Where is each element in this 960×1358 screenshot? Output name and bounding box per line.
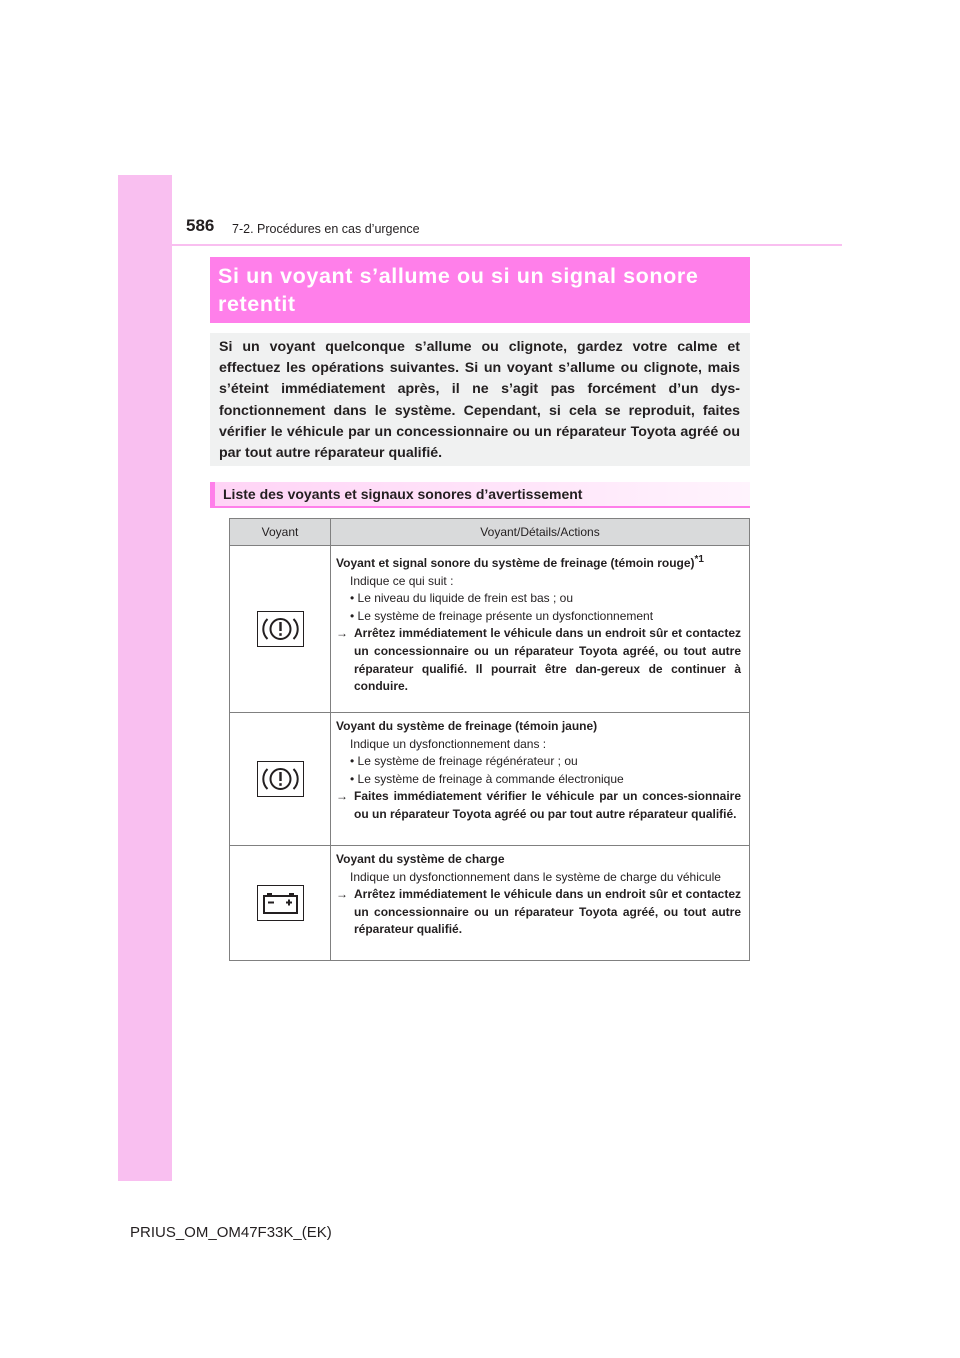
brake-warning-icon bbox=[257, 761, 304, 797]
warning-table bbox=[229, 518, 750, 961]
table-row bbox=[230, 713, 750, 846]
action-item bbox=[336, 788, 741, 823]
section-title: 7-2. Procédures en cas d’urgence bbox=[232, 222, 420, 236]
title-banner bbox=[210, 257, 750, 323]
details-cell bbox=[331, 713, 750, 846]
bullet-item: • Le système de freinage présente un dysfonctionnement bbox=[350, 608, 654, 623]
warning-title-text: Voyant et signal sonore du système de freinage (témoin rouge) bbox=[336, 556, 695, 570]
title-line-1: Si un voyant s’allume ou si un signal sonore bbox=[218, 264, 699, 288]
battery-icon bbox=[257, 885, 304, 921]
bullet-item: • Le niveau du liquide de frein est bas ; ou bbox=[350, 591, 574, 606]
icon-cell bbox=[230, 546, 331, 713]
bullet-item: • Le système de freinage à commande électronique bbox=[350, 771, 624, 786]
brake-warning-icon bbox=[257, 611, 304, 647]
sub-heading bbox=[210, 482, 750, 508]
warning-title: Voyant du système de charge bbox=[336, 852, 505, 866]
action-text: Faites immédiatement vérifier le véhicule par un conces-sionnaire ou un réparateur Toyota agréé ou par tout autre réparateur qualifié. bbox=[354, 789, 741, 821]
intro-box bbox=[210, 333, 750, 466]
table-row bbox=[230, 546, 750, 713]
action-item bbox=[336, 625, 741, 695]
bullet-item: • Le système de freinage régénérateur ; ou bbox=[350, 754, 578, 769]
details-cell bbox=[331, 546, 750, 713]
action-text: Arrêtez immédiatement le véhicule dans un endroit sûr et contactez un concessionnaire ou un réparateur Toyota agréé, ou tout autre réparateur qualifié. bbox=[354, 887, 741, 937]
icon-cell bbox=[230, 846, 331, 961]
title-line-2: retentit bbox=[218, 292, 296, 316]
warning-description: Indique un dysfonctionnement dans : bbox=[350, 736, 547, 751]
icon-cell bbox=[230, 713, 331, 846]
action-item bbox=[336, 886, 741, 939]
warning-description: Indique un dysfonctionnement dans le système de charge du véhicule bbox=[350, 869, 721, 884]
footnote-marker: *1 bbox=[694, 554, 704, 565]
arrow-icon: → bbox=[336, 887, 348, 902]
action-text: Arrêtez immédiatement le véhicule dans un endroit sûr et contactez un concessionnaire ou un réparateur Toyota agréé, ou tout autre réparateur qualifié. Il pourrait être dan-gereux de continuer à conduire. bbox=[354, 626, 741, 694]
column-header-voyant: Voyant bbox=[230, 519, 331, 546]
page-number: 586 bbox=[186, 216, 215, 235]
column-header-details: Voyant/Détails/Actions bbox=[331, 519, 750, 546]
arrow-icon: → bbox=[336, 789, 348, 804]
sub-heading-text: Liste des voyants et signaux sonores d’avertissement bbox=[223, 486, 583, 502]
details-cell bbox=[331, 846, 750, 961]
table-header-row bbox=[230, 519, 750, 546]
header-rule bbox=[172, 244, 842, 246]
warning-title: Voyant du système de freinage (témoin jaune) bbox=[336, 719, 598, 733]
arrow-icon: → bbox=[336, 626, 348, 641]
footer-code: PRIUS_OM_OM47F33K_(EK) bbox=[130, 1224, 332, 1241]
table-row bbox=[230, 846, 750, 961]
side-strip bbox=[118, 175, 172, 1181]
warning-title bbox=[336, 551, 741, 573]
warning-description: Indique ce qui suit : bbox=[350, 573, 454, 588]
intro-text: Si un voyant quelconque s’allume ou clignote, gardez votre calme et effectuez les opérations suivantes. Si un voyant s’allume ou clignote, mais s’éteint immédiatement après, il ne s’agit pas forcément d’un dys-fonctionnement dans le système. Cependant, si cela se reproduit, faites vérifier le véhicule par un concessionnaire ou un réparateur Toyota agréé ou par tout autre réparateur qualifié. bbox=[219, 339, 740, 462]
